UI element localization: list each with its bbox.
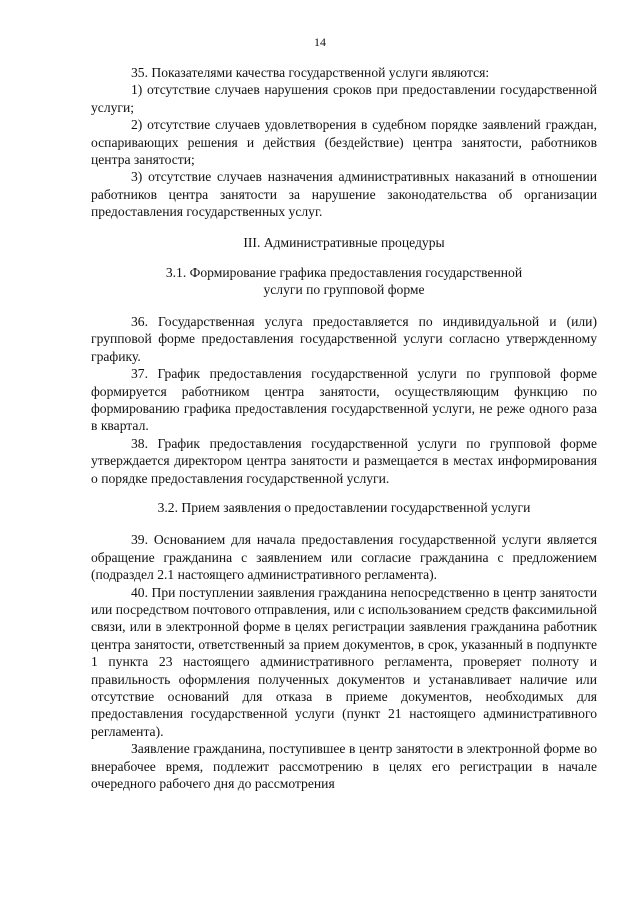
paragraph-35-item-3: 3) отсутствие случаев назначения административных наказаний в отношении работников центра занятости за нарушение законодательства об организации предоставления государственных услуг.	[91, 169, 597, 220]
subsection-heading-3-2: 3.2. Прием заявления о предоставлении государственной услуги	[157, 499, 531, 515]
paragraph-36: 36. Государственная услуга предоставляется по индивидуальной и (или) групповой форме предоставления государственной услуги согласно утвержденному графику.	[91, 313, 597, 364]
paragraph-35-item-2: 2) отсутствие случаев удовлетворения в судебном порядке заявлений граждан, оспаривающих решения и действия (бездействие) центра занятости, работников центра занятости;	[91, 117, 597, 168]
paragraph-39: 39. Основанием для начала предоставления государственной услуги является обращение гражданина с заявлением или согласие гражданина с предложением (подраздел 2.1 настоящего административного регламента).	[91, 532, 597, 583]
page-content	[91, 64, 597, 792]
paragraph-40-continuation: Заявление гражданина, поступившее в центр занятости в электронной форме во внерабочее время, подлежит рассмотрению в целях его регистрации в начале очередного рабочего дня до рассмотрения	[91, 741, 597, 792]
page-number: 14	[314, 35, 326, 49]
paragraph-38: 38. График предоставления государственной услуги по групповой форме утверждается директором центра занятости и размещается в местах информирования о порядке предоставления государственной услуги.	[91, 435, 597, 486]
paragraph-35-item-1: 1) отсутствие случаев нарушения сроков при предоставлении государственной услуги;	[91, 82, 597, 115]
subsection-heading-3-1-line-1: 3.1. Формирование графика предоставления государственной	[165, 265, 523, 281]
paragraph-40: 40. При поступлении заявления гражданина непосредственно в центр занятости или посредством почтового отправления, или с использованием средств факсимильной связи, или в электронной форме в целях регистрации заявления гражданина работник центра занятости, ответственный за прием документов, в срок, указанный в подпункте 1 пункта 23 настоящего административного регламента, проверяет полноту и правильность оформления полученных документов и устанавливает наличие или отсутствие оснований для отказа в приеме документов, необходимых для предоставления государственной услуги (пункт 21 настоящего административного регламента).	[91, 584, 597, 739]
subsection-heading-3-1-line-2: услуги по групповой форме	[263, 282, 425, 298]
subsection-heading-3-1	[91, 264, 597, 299]
section-heading-iii: III. Административные процедуры	[243, 234, 445, 250]
paragraph-37: 37. График предоставления государственной услуги по групповой форме формируется работником центра занятости, осуществляющим функцию по формированию графика предоставления государственной услуги, не реже одного раза в квартал.	[91, 366, 597, 434]
paragraph-35: 35. Показателями качества государственной услуги являются:	[131, 65, 490, 80]
